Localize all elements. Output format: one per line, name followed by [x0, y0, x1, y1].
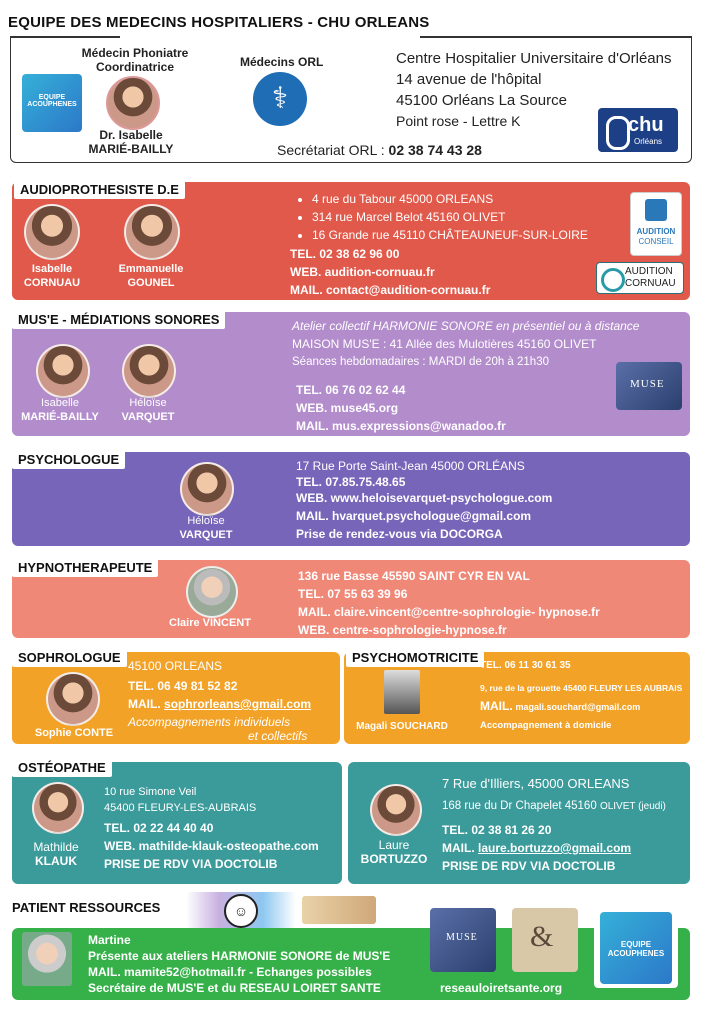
name-claire-vincent: Claire VINCENT — [169, 617, 251, 629]
patient-line-1: Présente aux ateliers HARMONIE SONORE de MUS'E — [88, 949, 391, 963]
sophro-tel[interactable]: TEL. 06 49 81 52 82 — [128, 679, 238, 693]
avatar-heloise-varquet — [122, 344, 176, 398]
photo-magali-souchard — [384, 670, 420, 714]
osteo-p2-mail[interactable]: laure.bortuzzo@gmail.com — [478, 841, 632, 855]
hands-image — [302, 896, 376, 924]
osteo-p1-web[interactable]: WEB. mathilde-klauk-osteopathe.com — [104, 839, 319, 853]
caduceus-icon: ⚕ — [253, 72, 307, 126]
avatar-sophie-conte — [46, 672, 100, 726]
avatar-heloise-varquet-psy — [180, 462, 234, 516]
psychomot-address: 9, rue de la grouette 45400 FLEURY LES AUBRAIS — [480, 683, 683, 693]
sophro-note-1: Accompagnements individuels — [128, 715, 291, 729]
hypno-address: 136 rue Basse 45590 SAINT CYR EN VAL — [298, 569, 530, 583]
psycho-mail[interactable]: MAIL. hvarquet.psychologue@gmail.com — [296, 509, 532, 523]
reseau-loiret-sante-logo: & — [512, 908, 578, 972]
psycho-tel[interactable]: TEL. 07.85.75.48.65 — [296, 475, 406, 489]
osteo-p2-mail-row: MAIL. laure.bortuzzo@gmail.com — [442, 841, 632, 855]
name-isabelle-marie-bailly: Isabelle MARIÉ-BAILLY — [21, 397, 99, 423]
name-magali-souchard: Magali SOUCHARD — [356, 721, 448, 732]
psychomot-tag: PSYCHOMOTRICITE — [346, 648, 484, 667]
name-isabelle-cornuau: Isabelle CORNUAU — [23, 263, 81, 289]
osteo-p1-tel[interactable]: TEL. 02 22 44 40 40 — [104, 821, 214, 835]
hypno-web[interactable]: WEB. centre-sophrologie-hypnose.fr — [298, 623, 507, 637]
hypno-tag: HYPNOTHERAPEUTE — [12, 558, 158, 577]
page-title: EQUIPE DES MEDECINS HOSPITALIERS - CHU ORLEANS — [8, 14, 430, 31]
osteo-p2-rdv: PRISE DE RDV VIA DOCTOLIB — [442, 859, 616, 873]
hypno-tel[interactable]: TEL. 07 55 63 39 96 — [298, 587, 408, 601]
sophro-mail[interactable]: sophrorleans@gmail.com — [164, 697, 312, 711]
chu-logo: chu Orléans — [598, 108, 678, 152]
osteo-p2-tel[interactable]: TEL. 02 38 81 26 20 — [442, 823, 552, 837]
muse-atelier: Atelier collectif HARMONIE SONORE en présentiel ou à distance — [292, 319, 640, 333]
muse-tel[interactable]: TEL. 06 76 02 62 44 — [296, 383, 406, 397]
photo-martine — [22, 932, 72, 986]
audio-tag: AUDIOPROTHESISTE D.E — [14, 180, 185, 199]
patient-tag: PATIENT RESSOURCES — [12, 900, 161, 915]
name-mathilde-klauk: Mathilde KLAUK — [33, 840, 79, 868]
hypno-mail[interactable]: MAIL. claire.vincent@centre-sophrologie- hypnose.fr — [298, 605, 600, 619]
phoniatre-role: Médecin Phoniatre Coordinatrice — [81, 46, 189, 74]
headphones-icon: ☺ — [186, 892, 296, 928]
secretariat: Secrétariat ORL : 02 38 74 43 28 — [277, 142, 482, 158]
phoniatre-name: Dr. Isabelle MARIÉ-BAILLY — [88, 128, 174, 156]
muse-tag: MUS'E - MÉDIATIONS SONORES — [12, 310, 225, 329]
orl-label: Médecins ORL — [240, 55, 324, 69]
audio-tel[interactable]: TEL. 02 38 62 96 00 — [290, 247, 400, 261]
avatar-emmanuelle-gounel — [124, 204, 180, 260]
osteo-p1-address-1: 10 rue Simone Veil — [104, 786, 197, 798]
avatar-marie-bailly — [106, 76, 160, 130]
osteo-p2-address-2: 168 rue du Dr Chapelet 45160 OLIVET (jeudi) — [442, 800, 666, 812]
patient-line-3: Secrétaire de MUS'E et du RESEAU LOIRET SANTE — [88, 981, 381, 995]
sophro-mail-row: MAIL. sophrorleans@gmail.com — [128, 697, 312, 711]
name-heloise-varquet: Héloïse VARQUET — [121, 397, 175, 423]
audio-mail[interactable]: MAIL. contact@audition-cornuau.fr — [290, 283, 491, 297]
muse-logo-small: MUSE — [430, 908, 496, 972]
equipe-acouphenes-logo-small: EQUIPE ACOUPHENES — [594, 908, 678, 988]
muse-web[interactable]: WEB. muse45.org — [296, 401, 399, 415]
secretariat-phone[interactable]: 02 38 74 43 28 — [388, 142, 482, 158]
psycho-address: 17 Rue Porte Saint-Jean 45000 ORLÉANS — [296, 459, 525, 473]
audition-cornuau-logo: AUDITION CORNUAU — [596, 262, 684, 294]
muse-mail[interactable]: MAIL. mus.expressions@wanadoo.fr — [296, 419, 506, 433]
muse-logo: MUSE — [616, 362, 682, 410]
osteo-p1-address-2: 45400 FLEURY-LES-AUBRAIS — [104, 802, 257, 814]
sophro-tag: SOPHROLOGUE — [12, 648, 127, 667]
psycho-rdv: Prise de rendez-vous via DOCORGA — [296, 527, 503, 541]
chu-address: Centre Hospitalier Universitaire d'Orléans 14 avenue de l'hôpital 45100 Orléans La Source Point rose - Lettre K — [396, 50, 672, 129]
name-sophie-conte: Sophie CONTE — [34, 727, 114, 739]
avatar-claire-vincent — [186, 566, 238, 618]
avatar-mathilde-klauk — [32, 782, 84, 834]
osteo-tag: OSTÉOPATHE — [12, 758, 112, 777]
psychomot-mail-row: MAIL. magali.souchard@gmail.com — [480, 699, 641, 713]
patient-name: Martine — [88, 933, 131, 947]
equipe-acouphenes-logo: EQUIPE ACOUPHENES — [22, 74, 82, 132]
sophro-note-2: et collectifs — [248, 729, 308, 743]
avatar-laure-bortuzzo — [370, 784, 422, 836]
sophro-address: 45100 ORLEANS — [128, 659, 223, 673]
reseau-site-link[interactable]: reseauloiretsante.org — [440, 981, 563, 995]
osteo-p2-address-1: 7 Rue d'Illiers, 45000 ORLEANS — [442, 776, 630, 791]
audition-conseil-logo: AUDITION CONSEIL — [630, 192, 682, 256]
psychomot-tel[interactable]: TEL. 06 11 30 61 35 — [480, 660, 571, 671]
psychomot-note: Accompagnement à domicile — [480, 720, 612, 731]
avatar-isabelle-cornuau — [24, 204, 80, 260]
name-emmanuelle-gounel: Emmanuelle GOUNEL — [118, 263, 184, 289]
muse-seances: Séances hebdomadaires : MARDI de 20h à 21h30 — [292, 356, 549, 368]
psycho-web[interactable]: WEB. www.heloisevarquet-psychologue.com — [296, 491, 553, 505]
name-heloise-varquet-psy: Héloïse VARQUET — [179, 515, 233, 541]
osteo-p1-rdv: PRISE DE RDV VIA DOCTOLIB — [104, 857, 278, 871]
avatar-isabelle-marie-bailly — [36, 344, 90, 398]
psycho-tag: PSYCHOLOGUE — [12, 450, 125, 469]
audio-addresses: • 4 rue du Tabour 45000 ORLEANS • 314 rue Marcel Belot 45160 OLIVET • 16 Grande rue 45110 CHÂTEAUNEUF-SUR-LOIRE — [296, 190, 588, 244]
muse-maison: MAISON MUS'E : 41 Allée des Mulotières 45160 OLIVET — [292, 337, 597, 351]
audio-web[interactable]: WEB. audition-cornuau.fr — [290, 265, 435, 279]
name-laure-bortuzzo: Laure BORTUZZO — [360, 838, 428, 866]
psychomot-mail[interactable]: magali.souchard@gmail.com — [515, 702, 641, 712]
patient-line-2[interactable]: MAIL. mamite52@hotmail.fr - Echanges possibles — [88, 965, 372, 979]
